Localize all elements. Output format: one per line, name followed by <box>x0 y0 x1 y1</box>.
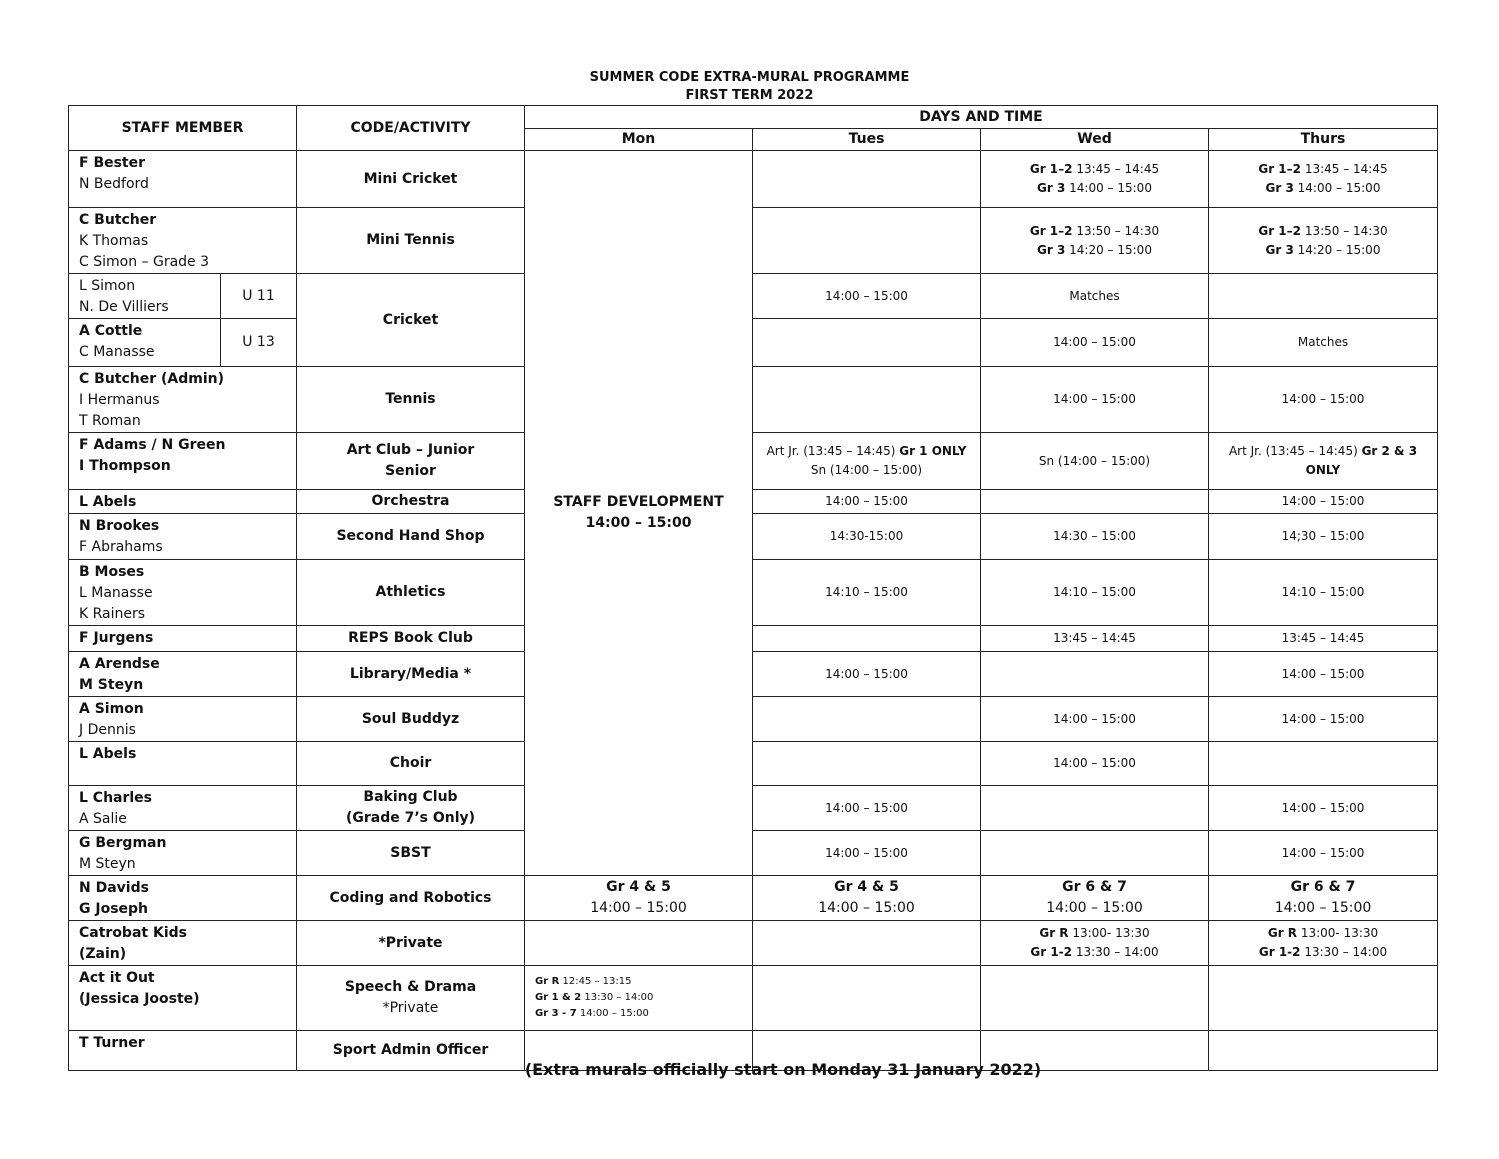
staff-cell <box>69 786 297 831</box>
table-row <box>69 831 1438 876</box>
activity-name: Art Club – Junior <box>346 442 475 458</box>
wed-cell <box>981 831 1209 876</box>
staff-name: Catrobat Kids <box>79 925 187 941</box>
time-text: 14:00 – 15:00 <box>590 900 687 916</box>
thurs-cell: 14:00 – 15:00 <box>1209 490 1438 514</box>
activity-cell: Second Hand Shop <box>297 514 525 560</box>
thurs-cell: 13:45 – 14:45 <box>1209 626 1438 652</box>
time-text: Sn (14:00 – 15:00) <box>810 463 923 477</box>
staff-name: N Bedford <box>79 176 149 192</box>
staff-cell <box>69 560 297 626</box>
staff-development-cell <box>525 151 753 876</box>
table-row <box>69 876 1438 921</box>
staff-cell <box>69 697 297 742</box>
staff-name: F Jurgens <box>79 630 154 646</box>
staff-cell <box>69 433 297 490</box>
staff-development-time: 14:00 – 15:00 <box>585 515 692 531</box>
activity-cell: Coding and Robotics <box>297 876 525 921</box>
staff-development-label: STAFF DEVELOPMENT <box>553 494 724 510</box>
grade-label: Gr 1–2 <box>1258 223 1302 238</box>
staff-name: F Abrahams <box>79 539 163 555</box>
wed-cell: 14:00 – 15:00 <box>981 367 1209 433</box>
footer-note: (Extra murals officially start on Monday 31 January 2022) <box>524 1060 1042 1079</box>
time-text: 13:50 – 14:30 <box>1072 223 1160 238</box>
activity-cell: *Private <box>297 921 525 966</box>
grade-label: Gr 1-2 <box>1030 945 1072 959</box>
staff-cell <box>69 742 297 786</box>
staff-name: C Butcher <box>79 212 157 228</box>
grade-label: Gr 3 - 7 <box>535 1008 577 1019</box>
thurs-cell <box>1209 921 1438 966</box>
table-row <box>69 786 1438 831</box>
table-row <box>69 697 1438 742</box>
programme-table <box>68 105 1438 1071</box>
header-thurs: Thurs <box>1209 129 1438 151</box>
tues-cell <box>753 876 981 921</box>
wed-cell <box>981 208 1209 274</box>
header-activity: CODE/ACTIVITY <box>297 106 525 151</box>
staff-cell <box>69 652 297 697</box>
wed-cell <box>981 876 1209 921</box>
table-row <box>69 966 1438 1031</box>
wed-cell <box>981 786 1209 831</box>
wed-cell <box>981 921 1209 966</box>
activity-name: (Grade 7’s Only) <box>345 810 476 826</box>
time-text: 14:00 – 15:00 <box>818 900 915 916</box>
tues-cell: 14:00 – 15:00 <box>753 831 981 876</box>
mon-cell <box>525 921 753 966</box>
tues-cell <box>753 208 981 274</box>
mon-cell <box>525 966 753 1031</box>
staff-name: L Abels <box>79 494 137 510</box>
tues-cell <box>753 367 981 433</box>
staff-name: M Steyn <box>79 856 136 872</box>
staff-name: K Rainers <box>79 606 146 622</box>
wed-cell: 13:45 – 14:45 <box>981 626 1209 652</box>
time-text: 14:20 – 15:00 <box>1293 242 1381 257</box>
staff-name: N Davids <box>79 880 149 896</box>
time-text: 14:00 – 15:00 <box>1046 900 1143 916</box>
grade-label: Gr 1–2 <box>1029 162 1073 176</box>
grade-label: Gr 4 & 5 <box>606 879 671 895</box>
wed-cell: 14:00 – 15:00 <box>981 742 1209 786</box>
grade-label: ONLY <box>1305 463 1341 477</box>
table-row <box>69 151 1438 208</box>
wed-cell: 14:10 – 15:00 <box>981 560 1209 626</box>
wed-cell: Matches <box>981 274 1209 319</box>
thurs-cell: 14:00 – 15:00 <box>1209 652 1438 697</box>
wed-cell: Sn (14:00 – 15:00) <box>981 433 1209 490</box>
wed-cell <box>981 966 1209 1031</box>
grade-label: Gr R <box>535 976 560 987</box>
tues-cell <box>753 966 981 1031</box>
staff-cell <box>69 151 297 208</box>
tues-cell: 14:10 – 15:00 <box>753 560 981 626</box>
activity-cell <box>297 786 525 831</box>
activity-name: Baking Club <box>363 789 458 805</box>
activity-name: *Private <box>382 1000 439 1016</box>
staff-name: (Zain) <box>79 946 127 962</box>
staff-name: K Thomas <box>79 233 149 249</box>
wed-cell <box>981 652 1209 697</box>
tues-cell <box>753 921 981 966</box>
time-text: 13:45 – 14:45 <box>1072 162 1160 176</box>
time-text: 13:00- 13:30 <box>1068 926 1150 940</box>
tues-cell: 14:00 – 15:00 <box>753 490 981 514</box>
tues-cell: 14:00 – 15:00 <box>753 274 981 319</box>
staff-name: (Jessica Jooste) <box>79 991 200 1007</box>
activity-cell: Choir <box>297 742 525 786</box>
time-text: 14:20 – 15:00 <box>1065 242 1152 257</box>
activity-cell: Athletics <box>297 560 525 626</box>
thurs-cell: 14:10 – 15:00 <box>1209 560 1438 626</box>
table-row <box>69 921 1438 966</box>
staff-name: T Roman <box>79 413 141 429</box>
staff-name: B Moses <box>79 564 145 580</box>
table-row <box>69 319 1438 367</box>
grade-label: Gr R <box>1267 926 1298 940</box>
thurs-cell: Matches <box>1209 319 1438 367</box>
thurs-cell: 14:00 – 15:00 <box>1209 367 1438 433</box>
staff-name: J Dennis <box>79 722 136 738</box>
grade-label: Gr 6 & 7 <box>1290 879 1356 895</box>
age-group: U 11 <box>221 274 297 319</box>
activity-cell: Mini Tennis <box>297 208 525 274</box>
header-days: DAYS AND TIME <box>525 106 1438 129</box>
staff-name: G Joseph <box>79 901 149 917</box>
thurs-cell <box>1209 208 1438 274</box>
staff-cell <box>69 626 297 652</box>
time-text: 13:45 – 14:45 <box>1301 162 1388 176</box>
grade-label: Gr 1–2 <box>1258 162 1302 176</box>
tues-cell <box>753 319 981 367</box>
grade-label: Gr 1 & 2 <box>535 992 582 1003</box>
staff-cell <box>69 876 297 921</box>
mon-cell <box>525 876 753 921</box>
table-row <box>69 490 1438 514</box>
staff-cell <box>69 367 297 433</box>
staff-cell <box>69 966 297 1031</box>
thurs-cell <box>1209 966 1438 1031</box>
tues-cell <box>753 433 981 490</box>
time-text: 13:30 – 14:00 <box>1072 945 1159 959</box>
staff-name: T Turner <box>79 1035 145 1051</box>
thurs-cell: 14:00 – 15:00 <box>1209 786 1438 831</box>
staff-name: L Charles <box>79 790 153 806</box>
staff-name: N. De Villiers <box>79 299 169 315</box>
staff-name: C Simon – Grade 3 <box>79 254 210 270</box>
tues-cell <box>753 697 981 742</box>
time-text: Art Jr. (13:45 – 14:45) <box>1228 444 1362 458</box>
staff-name: I Hermanus <box>79 392 160 408</box>
time-text: 14:00 – 15:00 <box>1065 181 1152 195</box>
grade-label: Gr 4 & 5 <box>834 879 899 895</box>
activity-cell: Orchestra <box>297 490 525 514</box>
grade-label: Gr 3 <box>1265 242 1294 257</box>
staff-name: Act it Out <box>79 970 155 986</box>
time-text: 14:00 – 15:00 <box>576 1008 649 1019</box>
grade-label: Gr 6 & 7 <box>1062 879 1127 895</box>
header-mon: Mon <box>525 129 753 151</box>
activity-cell: Tennis <box>297 367 525 433</box>
page-subtitle: FIRST TERM 2022 <box>685 88 814 103</box>
table-row <box>69 433 1438 490</box>
tues-cell <box>753 151 981 208</box>
activity-name: Speech & Drama <box>344 979 477 995</box>
staff-name: A Cottle <box>79 323 143 339</box>
staff-cell <box>69 490 297 514</box>
table-row <box>69 652 1438 697</box>
grade-label: Gr R <box>1039 926 1069 940</box>
staff-name: N Brookes <box>79 518 160 534</box>
staff-name: I Thompson <box>79 458 171 474</box>
staff-name: F Bester <box>79 155 146 171</box>
wed-cell <box>981 490 1209 514</box>
age-group: U 13 <box>221 319 297 367</box>
thurs-cell <box>1209 876 1438 921</box>
staff-name: A Simon <box>79 701 144 717</box>
activity-name: Senior <box>385 463 436 479</box>
table-row <box>69 626 1438 652</box>
activity-cell <box>297 966 525 1031</box>
staff-cell <box>69 921 297 966</box>
activity-cell: Mini Cricket <box>297 151 525 208</box>
staff-cell <box>69 514 297 560</box>
grade-label: Gr 2 & 3 <box>1361 444 1418 458</box>
activity-cell: Library/Media * <box>297 652 525 697</box>
staff-name: C Butcher (Admin) <box>79 371 225 387</box>
time-text: 13:30 – 14:00 <box>581 992 654 1003</box>
staff-cell <box>69 274 221 319</box>
activity-cell: Cricket <box>297 274 525 367</box>
activity-cell: REPS Book Club <box>297 626 525 652</box>
thurs-cell: 14;30 – 15:00 <box>1209 514 1438 560</box>
table-row <box>69 274 1438 319</box>
table-row <box>69 560 1438 626</box>
staff-name: A Salie <box>79 811 127 827</box>
header-staff: STAFF MEMBER <box>69 106 297 151</box>
grade-label: Gr 1–2 <box>1029 223 1073 238</box>
staff-cell <box>69 831 297 876</box>
staff-cell <box>69 208 297 274</box>
tues-cell <box>753 626 981 652</box>
table-row <box>69 742 1438 786</box>
time-text: 12:45 – 13:15 <box>559 976 632 987</box>
table-row <box>69 208 1438 274</box>
wed-cell <box>981 151 1209 208</box>
thurs-cell: 14:00 – 15:00 <box>1209 697 1438 742</box>
time-text: 14:00 – 15:00 <box>1293 181 1381 195</box>
activity-cell: Sport Admin Officer <box>297 1031 525 1071</box>
staff-name: M Steyn <box>79 677 144 693</box>
staff-name: F Adams / N Green <box>79 437 226 453</box>
tues-cell <box>753 742 981 786</box>
header-tues: Tues <box>753 129 981 151</box>
time-text: 13:30 – 14:00 <box>1300 945 1388 959</box>
staff-name: C Manasse <box>79 344 155 360</box>
thurs-cell <box>1209 274 1438 319</box>
grade-label: Gr 3 <box>1265 181 1294 195</box>
wed-cell: 14:00 – 15:00 <box>981 319 1209 367</box>
grade-label: Gr 3 <box>1037 181 1066 195</box>
table-row <box>69 514 1438 560</box>
time-text: 14:00 – 15:00 <box>1274 900 1372 916</box>
activity-cell: SBST <box>297 831 525 876</box>
thurs-cell <box>1209 433 1438 490</box>
staff-name: L Abels <box>79 746 137 762</box>
staff-name: L Simon <box>79 278 136 294</box>
grade-label: Gr 1-2 <box>1258 945 1301 959</box>
time-text: 13:00- 13:30 <box>1297 926 1379 940</box>
time-text: 13:50 – 14:30 <box>1301 223 1388 238</box>
page-title: SUMMER CODE EXTRA-MURAL PROGRAMME <box>589 70 910 85</box>
thurs-cell <box>1209 742 1438 786</box>
activity-cell: Soul Buddyz <box>297 697 525 742</box>
grade-label: Gr 1 ONLY <box>899 444 967 458</box>
thurs-cell: 14:00 – 15:00 <box>1209 831 1438 876</box>
staff-name: L Manasse <box>79 585 153 601</box>
staff-cell <box>69 319 221 367</box>
staff-name: A Arendse <box>79 656 160 672</box>
activity-cell <box>297 433 525 490</box>
header-wed: Wed <box>981 129 1209 151</box>
wed-cell: 14:30 – 15:00 <box>981 514 1209 560</box>
tues-cell: 14:30-15:00 <box>753 514 981 560</box>
time-text: Art Jr. (13:45 – 14:45) <box>766 444 900 458</box>
staff-name: G Bergman <box>79 835 167 851</box>
tues-cell: 14:00 – 15:00 <box>753 786 981 831</box>
wed-cell: 14:00 – 15:00 <box>981 697 1209 742</box>
tues-cell: 14:00 – 15:00 <box>753 652 981 697</box>
table-row <box>69 367 1438 433</box>
thurs-cell <box>1209 151 1438 208</box>
grade-label: Gr 3 <box>1037 242 1066 257</box>
header-row <box>69 106 1438 129</box>
